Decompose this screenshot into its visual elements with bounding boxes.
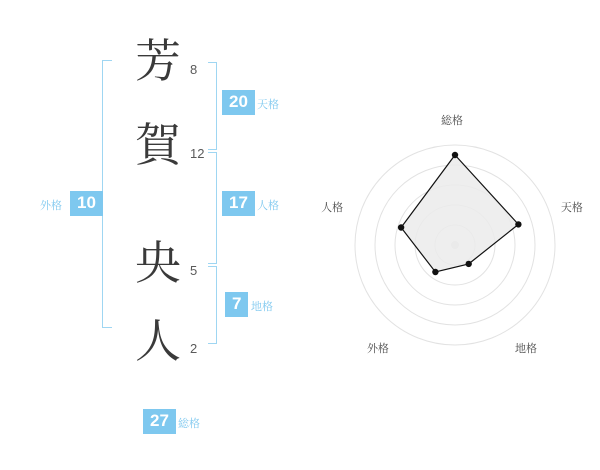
radar-axis-label-2: 地格 [515,341,538,355]
tenkaku-label: 天格 [257,98,279,111]
tenkaku-badge: 20 [222,90,255,115]
chikaku-badge: 7 [225,292,248,317]
gaikaku-label: 外格 [40,199,62,212]
kanji-strokes-1: 8 [190,62,198,77]
kanji-strokes-2: 12 [190,146,205,161]
kanji-char-4: 人 [135,314,181,368]
kanji-char-2: 賀 [135,118,181,172]
kanji-strokes-3: 5 [190,263,198,278]
kanji-strokes-4: 2 [190,341,198,356]
jinkaku-label: 人格 [257,199,279,212]
soukaku-badge: 27 [143,409,176,434]
gaikaku-bracket [102,60,112,328]
radar-axis-label-1: 天格 [560,201,583,215]
kanji-char-3: 央 [135,236,181,290]
kanji-char-1: 芳 [135,34,181,88]
radar-axis-label-3: 外格 [366,341,389,355]
chikaku-label: 地格 [251,300,273,313]
radar-chart-svg [310,0,600,470]
radar-axis-label-0: 総格 [441,114,463,127]
chikaku-bracket [208,266,217,344]
soukaku-label: 総格 [178,417,200,430]
jinkaku-bracket [208,152,217,264]
tenkaku-bracket [208,62,217,150]
jinkaku-badge: 17 [222,191,255,216]
radar-axis-label-4: 人格 [321,201,344,215]
gaikaku-badge: 10 [70,191,103,216]
radar-chart [310,0,600,470]
